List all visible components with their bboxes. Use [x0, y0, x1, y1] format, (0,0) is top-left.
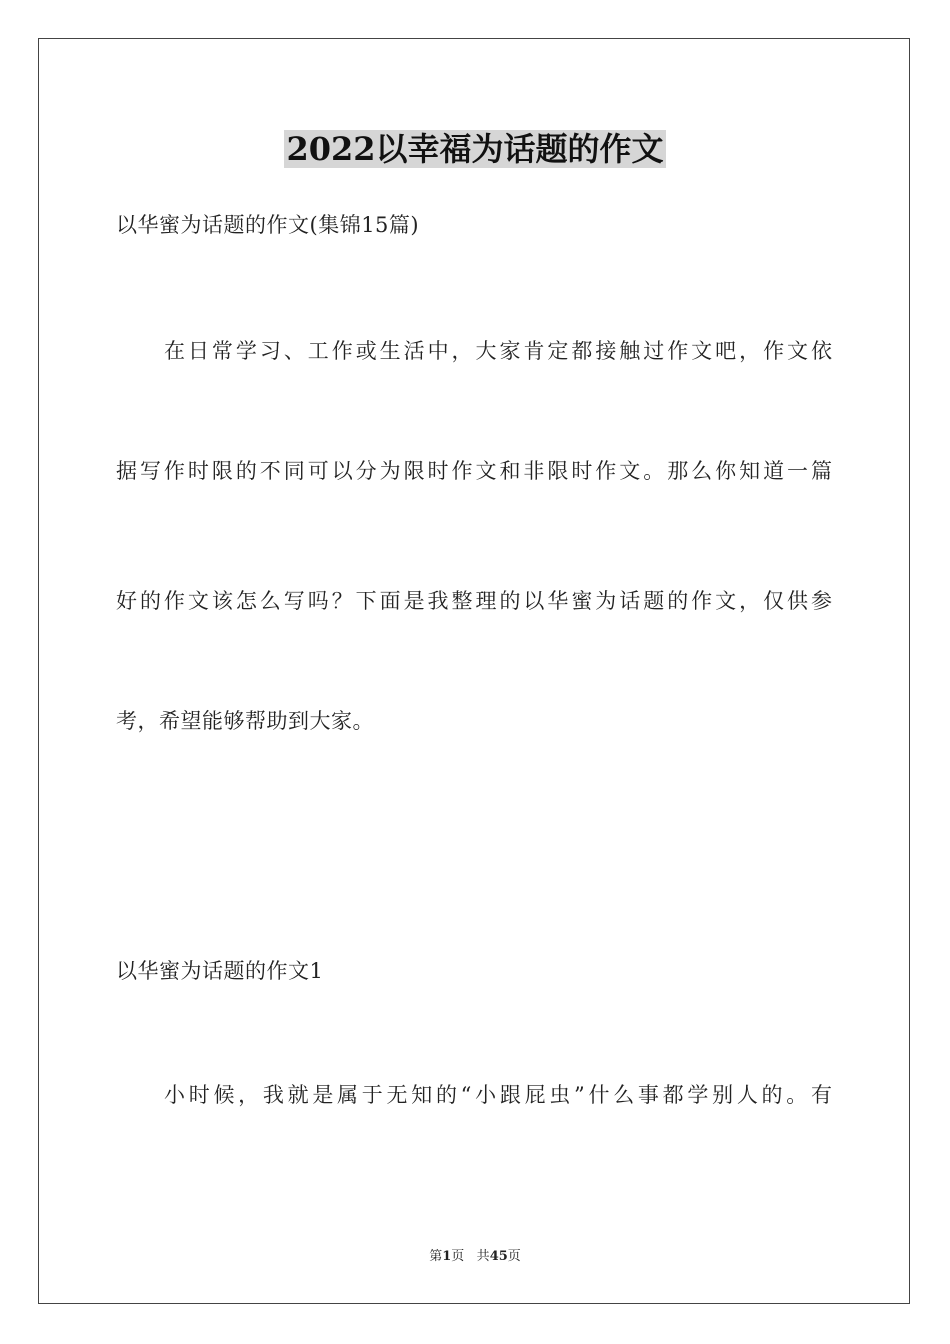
- intro-line-4: 考，希望能够帮助到大家。: [116, 709, 374, 733]
- footer-total-suffix: 页: [507, 1249, 521, 1264]
- footer-page-prefix: 第: [429, 1249, 443, 1264]
- document-subtitle: 以华蜜为话题的作文(集锦15篇): [116, 213, 420, 237]
- footer-total-prefix: 共: [476, 1249, 490, 1264]
- document-title-text: 2022以幸福为话题的作文: [286, 130, 664, 168]
- intro-line-3: 好的作文该怎么写吗？下面是我整理的以华蜜为话题的作文，仅供参: [116, 589, 832, 613]
- page-footer: [0, 1248, 950, 1266]
- footer-page-number: 1: [442, 1249, 452, 1264]
- footer-total-pages: 45: [489, 1249, 508, 1264]
- section-line-1: 小时候，我就是属于无知的“小跟屁虫”什么事都学别人的。有: [164, 1083, 832, 1107]
- section-heading: 以华蜜为话题的作文1: [116, 959, 324, 983]
- intro-line-2: 据写作时限的不同可以分为限时作文和非限时作文。那么你知道一篇: [116, 459, 832, 483]
- intro-line-1: 在日常学习、工作或生活中，大家肯定都接触过作文吧，作文依: [164, 339, 832, 363]
- document-title: [0, 128, 950, 170]
- footer-page-suffix: 页: [451, 1249, 465, 1264]
